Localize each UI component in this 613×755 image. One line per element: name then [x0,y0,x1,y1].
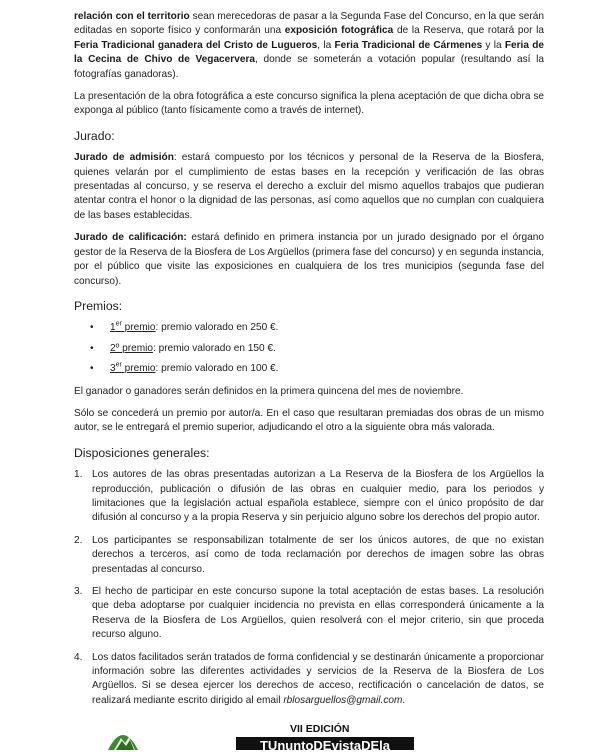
disposicion-item [74,468,544,526]
prize-label-rest: premio [121,363,156,375]
prize-label [110,343,153,354]
disposicion-number: 1. [74,469,83,481]
disposicion-item [74,651,544,709]
mountain-logo-icon [106,726,140,755]
disposicion-text: Los participantes se responsabilizan totalmente de ser los únicos autores, de que no existan derechos a terceros, así como de toda reclamación por derechos de imagen sobre las obras presentadas al concurso. [92,534,544,575]
email-suffix: . [402,694,406,706]
intro-text-1: sean merecedoras de pasar a la Segunda Fase del Concurso, en la que serán editadas en soporte físico y conformarán una [74,11,544,37]
prize-item [90,342,544,356]
intro-text-2: de la Reserva, que rotará por la [393,25,544,37]
disposicion-number: 4. [74,651,83,663]
prize-text: : premio valorado en 150 €. [152,342,276,354]
disposicion-text: El hecho de participar en este concurso supone la total aceptación de estas bases. La resolución que deba adoptarse por cualquier incidencia no prevista en ellas corresponderá únicamente a la Reserva de la Biosfera de Los Argüellos, quien resolverá con el mejor criterio, sin que proceda recurso alguno. [92,586,544,641]
edition-label: VII EDICIÓN [290,723,350,735]
prize-text: : premio valorado en 100 €. [155,363,279,375]
prize-label-num: 3 [110,363,116,375]
brand-banner: TUnuntoDEvistaDEla [236,737,414,750]
prize-label-num: 2º premio [110,342,153,354]
jurado-calificacion-text: estará definido en primera instancia por un jurado designado por el órgano gestor de la Reserva de la Biosfera de Los Argüellos (primera fase del concurso) y en segunda instancia, por el público que visite las exposiciones en cualquiera de los tres municipios (segunda fase del concurso). [74,232,544,287]
document-page [74,10,544,716]
jurado-admision-text: : estará compuesto por los técnicos y personal de la Reserva de la Biosfera, quienes velarán por el cumplimiento de estas bases en la recepción y verificación de las obras presentadas al concurso, y se reserva el derecho a excluir del mismo aquellos trabajos que pudieran atentar contra el honor o la dignidad de las personas, así como aquellos que no cumplan con cualquiera de las bases establecidas. [74,152,545,221]
disposicion-text: Los autores de las obras presentadas autorizan a La Reserva de la Biosfera de los Argüellos la reproducción, publicación o difusión de las obras en cualquier medio, para los periodos y limitaciones que la legislación actual española establece, siempre con el único propósito de dar difusión al concurso y a la propia Reserva y sin perjuicio alguno sobre los derechos del propio autor. [92,469,544,524]
bullet-icon: • [90,363,94,375]
prize-label-rest: premio [121,322,156,334]
intro-bold-2: exposición fotográfica [284,25,394,37]
prize-list [74,321,544,376]
disposiciones-heading: Disposiciones generales: [74,445,210,460]
disposicion-number: 2. [74,534,83,546]
premios-paragraph-2: Sólo se concederá un premio por autor/a. En el caso que resultaran premiadas dos obras de un mismo autor, se le entregará el premio superior, adjudicando el otro a la siguiente obra más valorada. [74,407,544,434]
intro-bold-4: Feria Tradicional de Cármenes [334,39,483,51]
disposicion-text: Los datos facilitados serán tratados de forma confidencial y se destinarán únicamente a proporcionar información sobre las diferentes actividades y servicios de la Reserva de la Biosfera de Los Argüellos. Si se desea ejercer los derechos de acceso, rectificación o cancelación de datos, se realizará mediante escrito dirigido al email [92,651,544,706]
prize-label-num: 1 [110,322,116,334]
email-link[interactable]: rblosarguellos@gmail.com [283,694,403,706]
intro-bold-1: relación con el territorio [74,11,190,22]
prize-item [90,362,544,376]
disposicion-item [74,585,544,643]
disposiciones-list [74,468,544,708]
intro-paragraph-2: La presentación de la obra fotográfica a este concurso significa la plena aceptación de que dicha obra se exponga al público (tanto físicamente como a través de internet). [74,91,544,117]
disposicion-number: 3. [74,586,83,597]
premios-paragraph-1: El ganador o ganadores serán definidos en la primera quincena del mes de noviembre. [74,385,464,397]
disposicion-item [74,534,544,577]
prize-item [90,321,544,335]
prize-label [110,363,156,374]
prize-label-sup: er [115,320,122,328]
page-footer [0,712,613,750]
jurado-calificacion-label: Jurado de calificación: [74,232,187,244]
prize-label [110,322,156,333]
bullet-icon: • [90,342,94,354]
prize-label-sup: er [115,361,122,369]
intro-text-4: y la [482,39,505,51]
jurado-calificacion-paragraph [74,231,544,289]
jurado-heading: Jurado: [74,128,115,143]
intro-bold-5: Feria de la Cecina de Chivo de Vegacervera [74,39,544,66]
bullet-icon: • [90,322,94,334]
jurado-admision-label: Jurado de admisión [74,152,174,164]
prize-text: : premio valorado en 250 €. [155,322,279,334]
premios-heading: Premios: [74,298,123,313]
intro-text-5: , donde se someterán a votación popular (resultando así la fotografías ganadoras). [74,54,544,80]
intro-paragraph [74,10,544,82]
jurado-admision-paragraph [74,151,544,223]
intro-text-3: , la [317,39,335,51]
intro-bold-3: Feria Tradicional ganadera del Cristo de Lugueros [74,39,318,51]
